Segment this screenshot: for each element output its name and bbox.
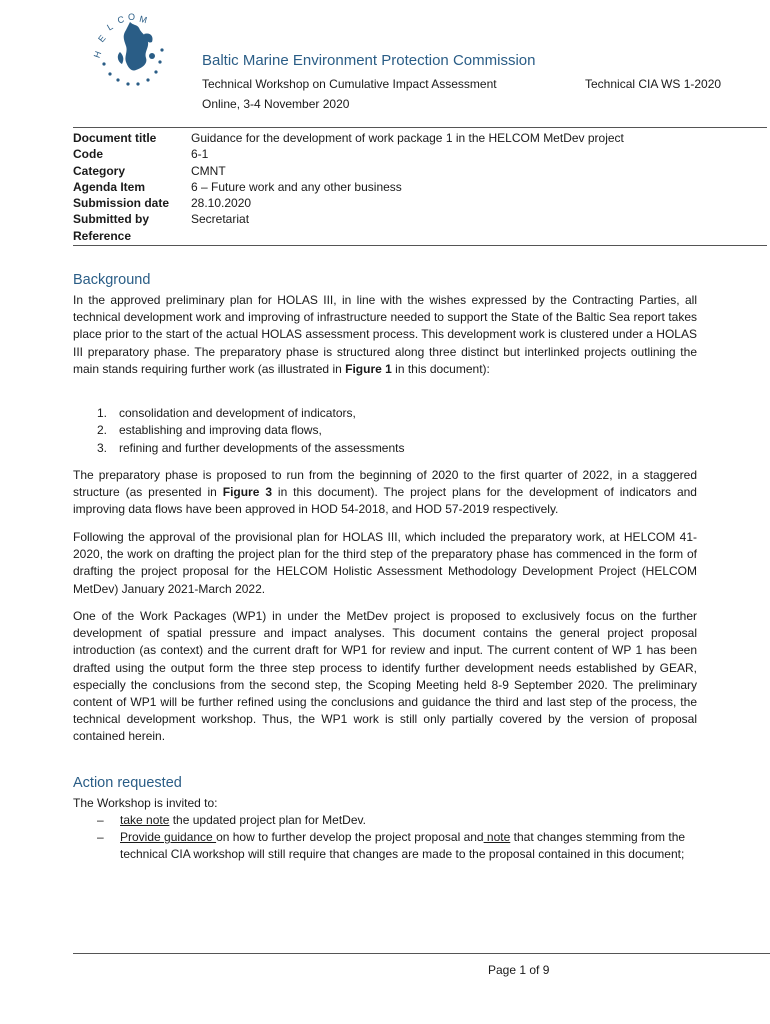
background-paragraph-2 [73, 467, 697, 519]
text: that changes stemming from the technical CIA workshop will still require that changes are made to the proposal contained in this document; [120, 830, 686, 862]
text: in this document). The project plans for the development of indicators and improving data flows have been approved in HOD 54-2018, and HOD 57-2019 respectively. [73, 485, 697, 517]
svg-text:M: M [138, 13, 149, 26]
list-text: consolidation and development of indicators, [119, 406, 356, 420]
meta-value: Guidance for the development of work package 1 in the HELCOM MetDev project [191, 131, 624, 145]
list-number: 1. [97, 406, 108, 420]
meta-row-code [73, 146, 767, 162]
page-number: Page 1 of 9 [488, 963, 550, 977]
meta-row-category [73, 163, 767, 179]
meta-label: Submission date [73, 196, 170, 211]
text: The preparatory phase is proposed to run from the beginning of 2020 to the first quarter of 2022, in a staggered structure (as presented in [73, 468, 697, 500]
meta-value: 6 – Future work and any other business [191, 179, 402, 194]
list-item [97, 440, 405, 457]
meta-label: Category [73, 163, 126, 178]
text: in this document): [391, 361, 490, 376]
meta-row-reference [73, 228, 767, 244]
list-item [97, 829, 697, 863]
list-text [120, 829, 697, 863]
meta-value: 28.10.2020 [191, 196, 252, 211]
figure-ref: Figure 3 [222, 485, 272, 500]
list-text [120, 812, 366, 829]
list-item [97, 422, 405, 439]
meta-label: Agenda Item [73, 179, 146, 194]
meta-value: 6-1 [191, 147, 209, 162]
workshop-date: Online, 3-4 November 2020 [202, 97, 350, 111]
background-paragraph-4: One of the Work Packages (WP1) in under the MetDev project is proposed to exclusively focus on the further development of spatial pressure and impact analyses. This document contains the general project proposal introduction (as context) and the current draft for WP1 for review and input. The current content of WP 1 has been drafted using the output form the three step process to identify further development needs established by GEAR, especially the conclusions from the second step, the Scoping Meeting held 8-9 September 2020. The preliminary content of WP1 will be further refined using the conclusions and guidance the third and last step of the process, the technical development workshop. Thus, the WP1 work is still only partially covered by the version of proposal contained herein. [73, 609, 697, 744]
footer-divider [73, 953, 770, 954]
svg-text:O: O [128, 12, 136, 22]
meta-value: Secretariat [191, 212, 250, 227]
meta-row-agenda [73, 179, 767, 195]
text: the updated project plan for MetDev. [169, 813, 366, 827]
emphasis: Provide guidance [120, 830, 217, 845]
list-text: refining and further developments of the assessments [119, 440, 405, 455]
meta-label: Code [73, 147, 103, 162]
meta-value: CMNT [191, 163, 226, 178]
meta-label: Reference [73, 228, 132, 243]
background-paragraph-3: Following the approval of the provisional plan for HOLAS III, which included the preparatory work, at HELCOM 41-2020, the work on drafting the project plan for the third step of the preparatory phase has commenced in the form of drafting the project proposal for the HELCOM Holistic Assessment Methodology Development Project (HELCOM MetDev) January 2021-March 2022. [73, 530, 697, 596]
meta-label: Submitted by [73, 212, 150, 227]
list-number: 3. [97, 440, 108, 455]
meta-value [191, 228, 767, 244]
background-heading: Background [73, 272, 151, 288]
action-intro: The Workshop is invited to: [73, 796, 218, 810]
background-paragraph-1 [73, 292, 697, 378]
list-item [97, 405, 405, 422]
workshop-name: Technical Workshop on Cumulative Impact Assessment [202, 77, 497, 91]
numbered-list [97, 405, 405, 457]
text: In the approved preliminary plan for HOLAS III, in line with the wishes expressed by the Contracting Parties, all technical development work and improving of infrastructure needed to support the State of the Baltic Sea report takes place prior to the start of the actual HOLAS assessment process. This development work is clustered under a HOLAS III preparatory phase. The preparatory phase is structured along three distinct but interlinked projects outlining the main stands requiring further work (as illustrated in [73, 293, 697, 376]
org-title: Baltic Marine Environment Protection Commission [202, 52, 536, 69]
meta-row-submitted-by [73, 211, 767, 227]
dash-bullet: – [97, 830, 104, 845]
list-number: 2. [97, 423, 108, 438]
figure-ref: Figure 1 [345, 361, 392, 376]
workshop-code: Technical CIA WS 1-2020 [585, 77, 722, 91]
svg-text:E: E [96, 33, 108, 45]
list-text: establishing and improving data flows, [119, 423, 322, 438]
emphasis: take note [120, 813, 170, 827]
action-list [97, 812, 697, 864]
meta-row-submission-date [73, 195, 767, 211]
meta-row-title [73, 130, 767, 146]
svg-text:L: L [105, 21, 115, 33]
list-item [97, 812, 697, 829]
document-metadata [73, 127, 767, 246]
svg-text:C: C [116, 14, 126, 26]
emphasis: note [483, 830, 511, 845]
dash-bullet: – [97, 813, 104, 827]
meta-label: Document title [73, 131, 157, 145]
text: on how to further develop the project proposal and [216, 830, 484, 845]
helcom-logo [86, 12, 176, 92]
svg-text:H: H [91, 49, 104, 60]
action-heading: Action requested [73, 775, 182, 791]
